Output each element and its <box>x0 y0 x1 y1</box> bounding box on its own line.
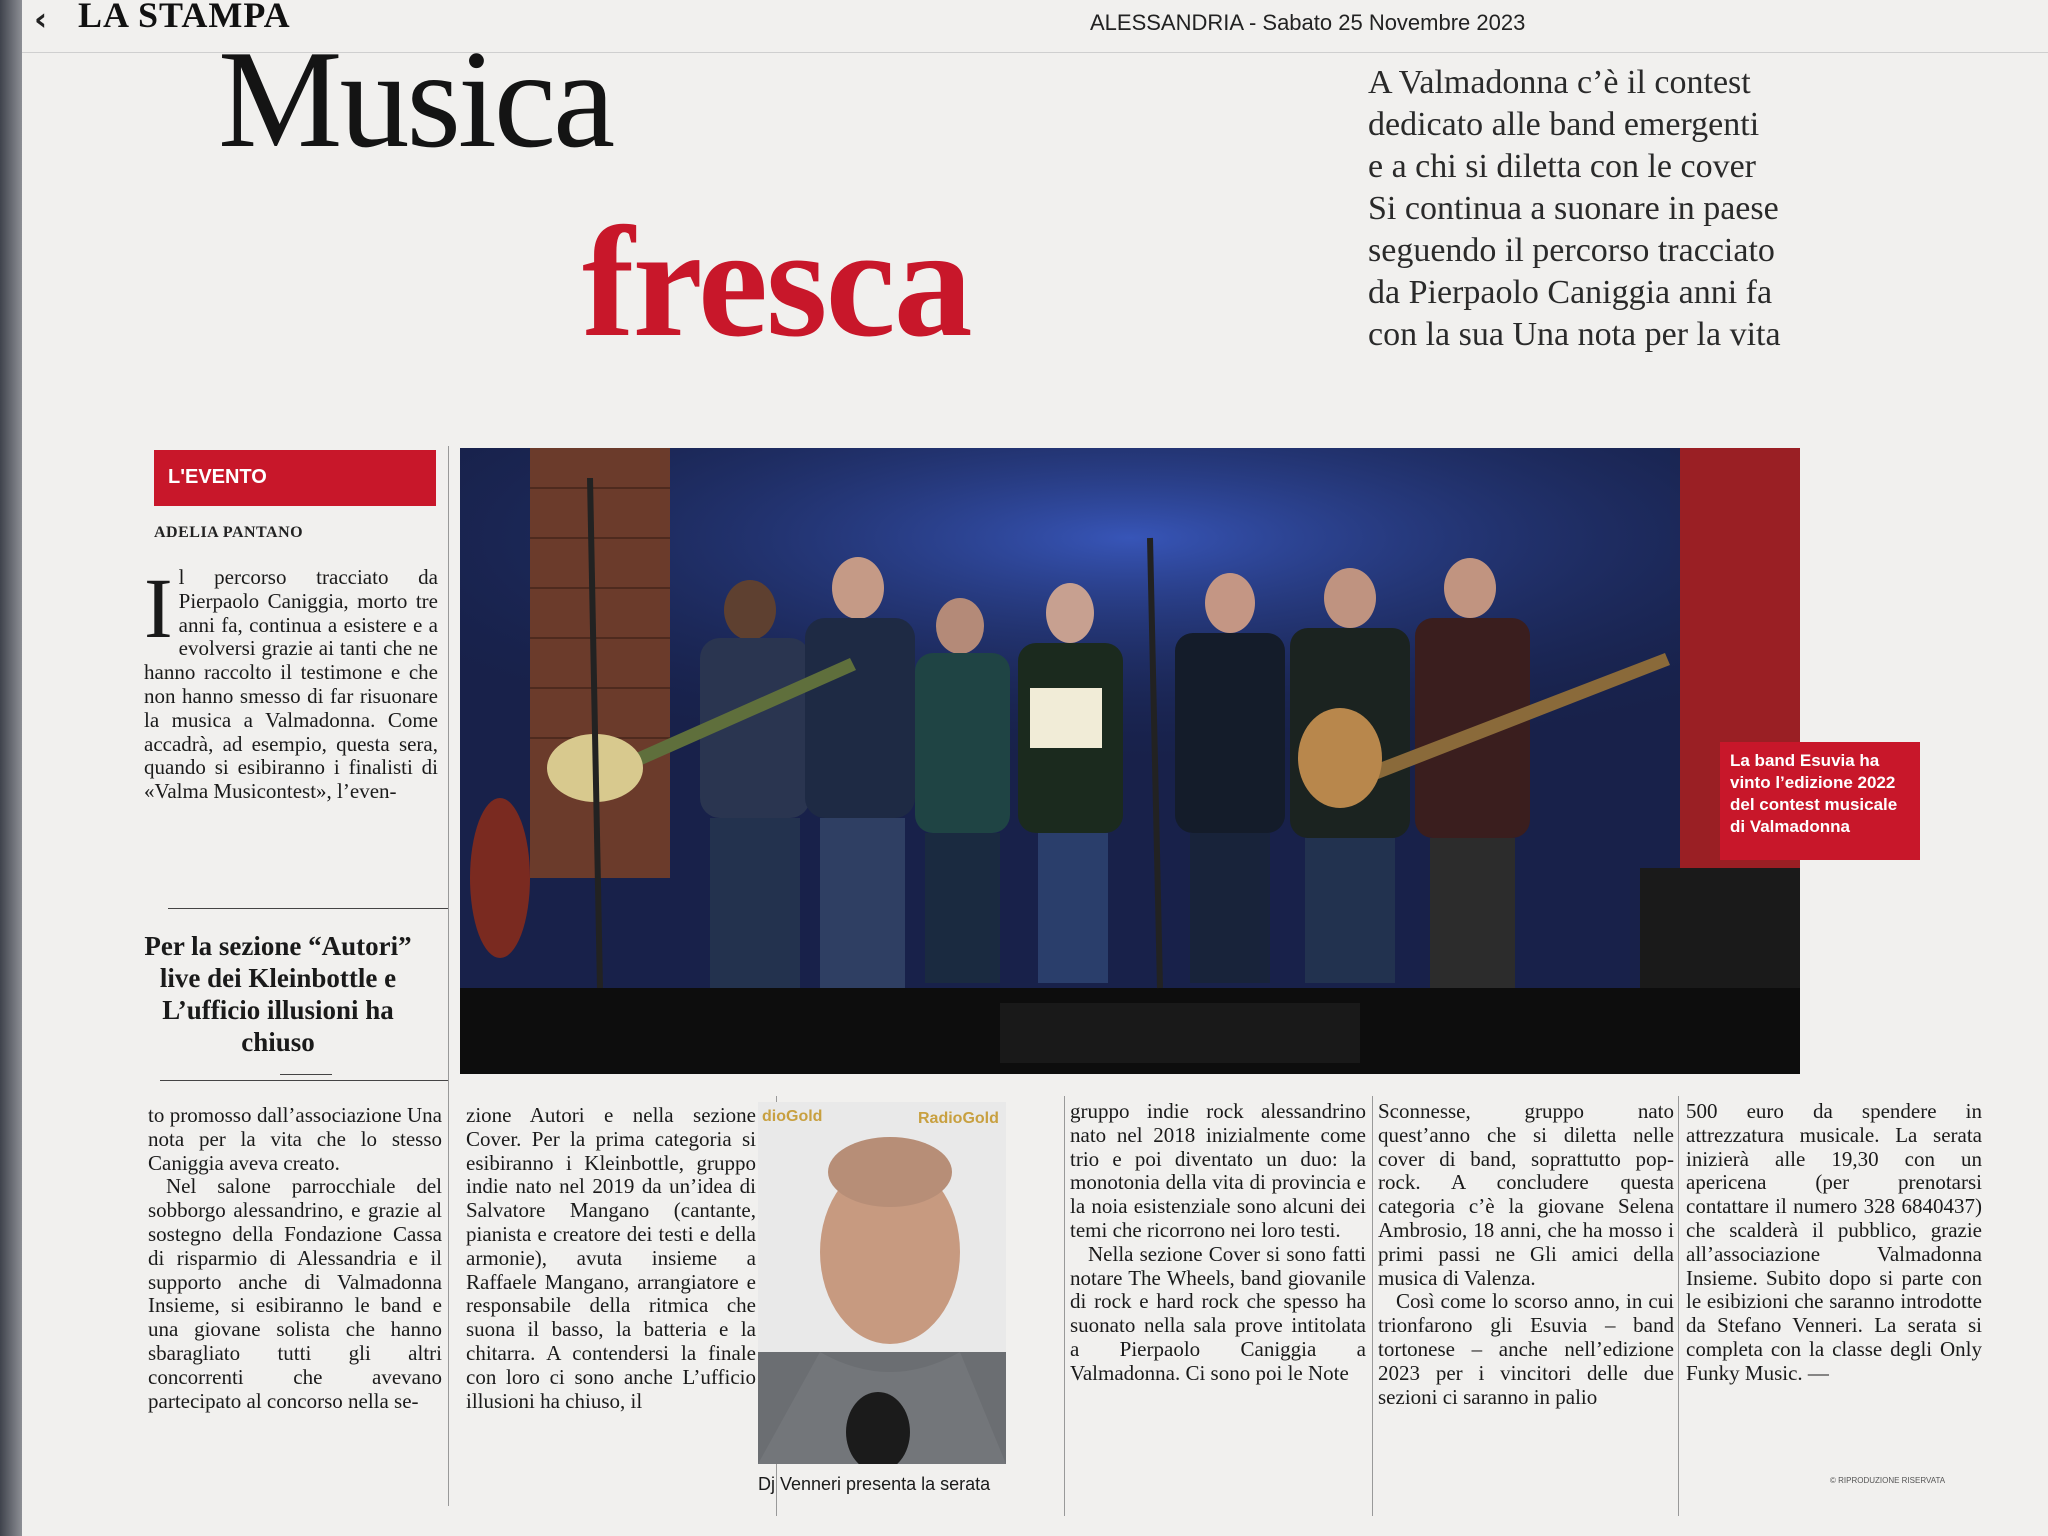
inset-caption: Dj Venneri presenta la serata <box>758 1474 991 1494</box>
radio-logo-right: RadioGold <box>918 1110 999 1127</box>
radio-logo-left: dioGold <box>762 1108 823 1125</box>
column-rule <box>1372 1096 1373 1516</box>
band-photo <box>460 448 1800 1074</box>
copyright-note: © RIPRODUZIONE RISERVATA <box>1830 1476 1946 1485</box>
headline-line-2: fresca <box>582 195 971 370</box>
drop-cap: I <box>144 560 173 656</box>
section-kicker <box>154 450 436 506</box>
byline: ADELIA PANTANO <box>154 524 304 541</box>
column-rule <box>1678 1096 1679 1516</box>
dateline: ALESSANDRIA - Sabato 25 Novembre 2023 <box>1090 10 1526 35</box>
article-column-1 <box>148 1104 442 1413</box>
subhead-line: A Valmadonna c’è il contest <box>1368 64 1751 101</box>
presenter-photo-illustration <box>758 1102 1006 1464</box>
band-photo-illustration <box>460 448 1800 1074</box>
headline-line-1: Musica <box>218 22 613 177</box>
article-column-5 <box>1686 1100 1982 1386</box>
subheadline <box>1368 62 1968 356</box>
paragraph: Così come lo scorso anno, in cui trionfarono gli Esuvia – band tortonese – anche nell’edizione 2023 per i vincitori delle due sezioni ci saranno in palio <box>1378 1289 1674 1409</box>
paragraph: zione Autori e nella sezione Cover. Per la prima categoria si esibiranno i Kleinbottle, gruppo indie nato nel 2019 da un’idea di Salvatore Mangano (cantante, pianista e creatore dei testi e della armonie), avuta insieme a Raffaele Mangano, arrangiatore e responsabile della ritmica che suona il basso, la batteria e la chitarra. A contendersi la finale con loro ci sono anche L’ufficio illusioni ha chiuso, il <box>466 1103 756 1413</box>
pullquote-rule-top <box>168 908 448 909</box>
article-column-3 <box>1070 1100 1366 1386</box>
article-column-2 <box>466 1104 756 1413</box>
pullquote-rule-mid <box>280 1074 332 1075</box>
column-rule <box>448 446 449 1506</box>
masthead: LA STAMPA <box>78 0 291 35</box>
lead-text: l percorso tracciato da Pierpaolo Caniggia, morto tre anni fa, continua a esistere e a evolversi grazie ai tanti che ne hanno raccolto il testimone e che non hanno smesso di far risuonare la musica a Valmadonna. Come accadrà, ad esempio, questa sera, quando si esibiranno i finalisti di «Valma Musicontest», l’even- <box>144 565 438 804</box>
article-lead <box>144 560 438 804</box>
newspaper-page <box>22 0 2048 1536</box>
paragraph: to promosso dall’associazione Una nota per la vita che lo stesso Caniggia aveva creato. <box>148 1103 442 1175</box>
subhead-line: con la sua Una nota per la vita <box>1368 316 1781 353</box>
paragraph: Sconnesse, gruppo nato quest’anno che si diletta nelle cover di band, soprattutto pop-rock. A concludere questa categoria c’è la giovane Selena Ambrosio, 18 anni, che ha mosso i primi passi ne Gli amici della musica di Valenza. <box>1378 1099 1674 1290</box>
paragraph: gruppo indie rock alessandrino nato nel 2018 inizialmente come trio e poi diventato un duo: la monotonia della vita di provincia e la noia esistenziale sono alcuni dei temi che ricorrono nei loro testi. <box>1070 1099 1366 1242</box>
kicker-label: L'EVENTO <box>168 466 267 488</box>
pullquote: Per la sezione “Autori” live dei Kleinbottle e L’ufficio illusioni ha chiuso <box>144 931 412 1057</box>
subhead-line: seguendo il percorso tracciato <box>1368 232 1775 269</box>
subhead-line: e a chi si diletta con le cover <box>1368 148 1756 185</box>
screen-bezel <box>0 0 22 1536</box>
paragraph: Nel salone parrocchiale del sobborgo alessandrino, e grazie al sostegno della Fondazione Cassa di risparmio di Alessandria e il supporto anche di Valmadonna Insieme, si esibiranno le band e una giovane solista che hanno sbaragliato tutti gli altri concorrenti che avevano partecipato al concorso nella se- <box>148 1174 442 1413</box>
subhead-line: da Pierpaolo Caniggia anni fa <box>1368 274 1773 311</box>
paragraph: Nella sezione Cover si sono fatti notare The Wheels, band giovanile di rock e hard rock che spesso ha suonato nella sala prove intitolata a Pierpaolo Caniggia a Valmadonna. Ci sono poi le Note <box>1070 1241 1366 1385</box>
photo-caption: La band Esuvia ha vinto l’edizione 2022 del contest musicale di Valmadonna <box>1720 742 1920 860</box>
subhead-line: dedicato alle band emergenti <box>1368 106 1760 143</box>
subhead-line: Si continua a suonare in paese <box>1368 190 1779 227</box>
paragraph: 500 euro da spendere in attrezzatura musicale. La serata inizierà alle 19,30 con un apericena (per prenotarsi contattare il numero 328 6840437) che scalderà il pubblico, grazie all’associazione Valmadonna Insieme. Subito dopo si parte con le esibizioni che saranno introdotte da Stefano Venneri. La serata si completa con la classe degli Only Funky Music. — <box>1686 1099 1982 1385</box>
chevron-left-icon[interactable]: ‹ <box>34 0 48 38</box>
presenter-photo <box>758 1102 1006 1464</box>
article-column-4 <box>1378 1100 1674 1409</box>
column-rule <box>1064 1096 1065 1516</box>
pullquote-rule-bottom <box>160 1080 448 1081</box>
